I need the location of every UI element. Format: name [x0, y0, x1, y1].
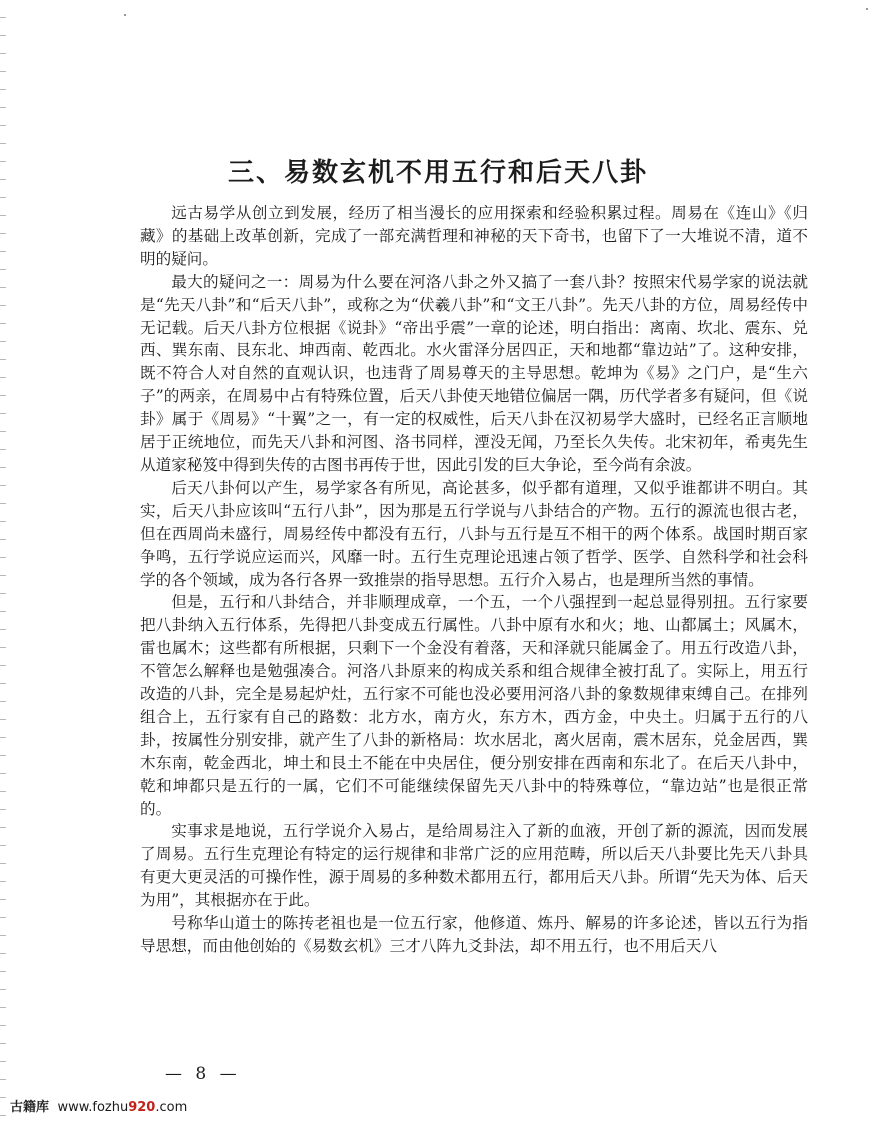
scan-speck	[124, 14, 126, 16]
paragraph: 实事求是地说，五行学说介入易占，是给周易注入了新的血液，开创了新的源流，因而发展了周易。五行生克理论有特定的运行规律和非常广泛的应用范畴，所以后天八卦要比先天八卦具有更大更灵活的可操作性，源于周易的多种数术都用五行，都用后天八卦。所谓“先天为体、后天为用”，其根据亦在于此。	[140, 822, 808, 910]
watermark-url-highlight: 920	[128, 1100, 156, 1115]
watermark-url-suffix: .com	[155, 1100, 188, 1115]
watermark-url	[58, 1100, 188, 1115]
watermark-site-name: 古籍库	[10, 1100, 50, 1115]
chapter-title: 三、易数玄机不用五行和后天八卦	[227, 158, 648, 188]
page-number: — 8 —	[165, 1064, 241, 1084]
scan-speck	[866, 8, 868, 10]
paragraph: 但是，五行和八卦结合，并非顺理成章，一个五，一个八强捏到一起总显得别扭。五行家要把八卦纳入五行体系，先得把八卦变成五行属性。八卦中原有水和火；地、山都属土；风属木，雷也属木；这些都有所根据，只剩下一个金没有着落，天和泽就只能属金了。用五行改造八卦，不管怎么解释也是勉强凑合。河洛八卦原来的构成关系和组合规律全被打乱了。实际上，用五行改造的八卦，完全是易起炉灶，五行家不可能也没必要用河洛八卦的象数规律束缚自己。在排列组合上，五行家有自己的路数：北方水，南方火，东方木，西方金，中央土。归属于五行的八卦，按属性分别安排，就产生了八卦的新格局：坎水居北，离火居南，震木居东，兑金居西，巽木东南，乾金西北，坤土和艮土不能在中央居住，便分别安排在西南和东北了。在后天八卦中，乾和坤都只是五行的一属，它们不可能继续保留先天八卦中的特殊尊位，“靠边站”也是很正常的。	[140, 593, 808, 818]
body-text	[140, 202, 808, 958]
paragraph: 最大的疑问之一：周易为什么要在河洛八卦之外又搞了一套八卦？按照宋代易学家的说法就是“先天八卦”和“后天八卦”，或称之为“伏羲八卦”和“文王八卦”。先天八卦的方位，周易经传中无记载。后天八卦方位根据《说卦》“帝出乎震”一章的论述，明白指出：离南、坎北、震东、兑西、巽东南、艮东北、坤西南、乾西北。水火雷泽分居四正，天和地都“靠边站”了。这种安排，既不符合人对自然的直观认识，也违背了周易尊天的主导思想。乾坤为《易》之门户，是“生六子”的两亲，在周易中占有特殊位置，后天八卦使天地错位偏居一隅，历代学者多有疑问，但《说卦》属于《周易》“十翼”之一，有一定的权威性，后天八卦在汉初易学大盛时，已经名正言顺地居于正统地位，而先天八卦和河图、洛书同样，湮没无闻，乃至长久失传。北宋初年，希夷先生从道家秘笈中得到失传的古图书再传于世，因此引发的巨大争论，至今尚有余波。	[140, 272, 808, 474]
watermark-url-prefix: www.fozhu	[57, 1100, 129, 1115]
paragraph: 号称华山道士的陈抟老祖也是一位五行家，他修道、炼丹、解易的许多论述，皆以五行为指导思想，而由他创始的《易数玄机》三才八阵九爻卦法，却不用五行，也不用后天八	[140, 914, 808, 955]
paragraph: 远古易学从创立到发展，经历了相当漫长的应用探索和经验积累过程。周易在《连山》《归藏》的基础上改革创新，完成了一部充满哲理和神秘的天下奇书，也留下了一大堆说不清，道不明的疑问。	[140, 204, 808, 268]
site-watermark	[10, 1096, 187, 1115]
paragraph: 后天八卦何以产生，易学家各有所见，高论甚多，似乎都有道理，又似乎谁都讲不明白。其实，后天八卦应该叫“五行八卦”，因为那是五行学说与八卦结合的产物。五行的源流也很古老，但在西周尚未盛行，周易经传中都没有五行，八卦与五行是互不相干的两个体系。战国时期百家争鸣，五行学说应运而兴，风靡一时。五行生克理论迅速占领了哲学、医学、自然科学和社会科学的各个领域，成为各行各界一致推崇的指导思想。五行介入易占，也是理所当然的事情。	[140, 478, 808, 589]
